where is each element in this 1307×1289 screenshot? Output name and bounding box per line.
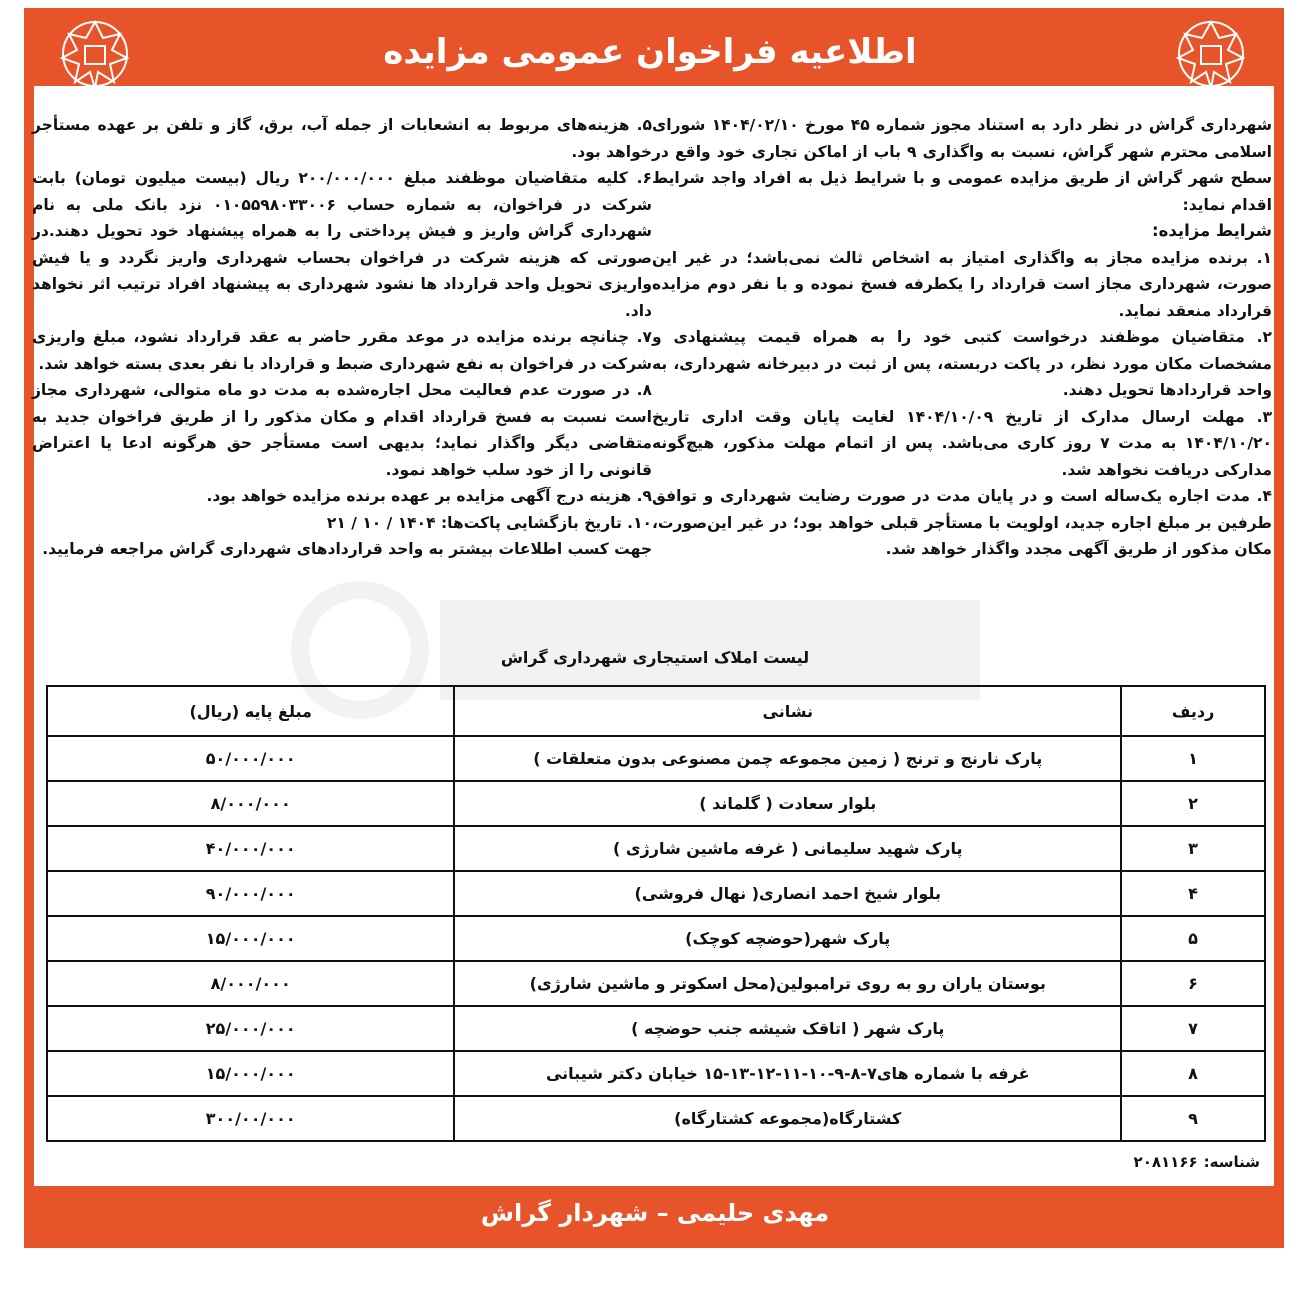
table-row — [47, 781, 1265, 826]
condition-item: ۸. در صورت عدم فعالیت محل اجاره‌شده به مدت دو ماه متوالی، شهرداری مجاز است نسبت به فسخ قرارداد اقدام و مکان مذکور را از طریق فراخوان جدید به متقاضی دیگر واگذار نماید؛ بدیهی است مستأجر حق هرگونه ادعا یا اعتراض قانونی را از خود سلب خواهد نمود. — [32, 381, 652, 479]
condition-item: ۲. متقاضیان موظفند درخواست کتبی خود را به همراه قیمت پیشنهادی و مشخصات مکان مورد نظر، در پاکت دربسته، پس از ثبت در دبیرخانه شهرداری، به واحد قراردادها تحویل دهند. — [652, 328, 1272, 399]
row-price: ۸/۰۰۰/۰۰۰ — [47, 961, 454, 1006]
notice-id-label: شناسه: — [1203, 1153, 1260, 1171]
notice-id-value: ۲۰۸۱۱۶۶ — [1133, 1153, 1198, 1171]
row-number: ۵ — [1121, 916, 1265, 961]
properties-table — [46, 685, 1266, 1142]
conditions-column-right — [652, 112, 1272, 563]
table-row — [47, 736, 1265, 781]
column-header-base-price: مبلغ پایه (ریال) — [47, 686, 454, 736]
table-row — [47, 1051, 1265, 1096]
notice-title: اطلاعیه فراخوان عمومی مزایده — [383, 32, 917, 72]
row-number: ۶ — [1121, 961, 1265, 1006]
condition-item: ۳. مهلت ارسال مدارک از تاریخ ۱۴۰۴/۱۰/۰۹ لغایت پایان وقت اداری تاریخ ۱۴۰۴/۱۰/۲۰ به مدت ۷ روز کاری می‌باشد. پس از اتمام مهلت مذکور، هیچ‌گونه مدارکی دریافت نخواهد شد. — [652, 407, 1272, 479]
closing-note: جهت کسب اطلاعات بیشتر به واحد قراردادهای شهرداری گراش مراجعه فرمایید. — [42, 540, 652, 558]
column-header-row-number: ردیف — [1121, 686, 1265, 736]
municipality-logo-icon — [40, 14, 150, 94]
row-price: ۱۵/۰۰۰/۰۰۰ — [47, 916, 454, 961]
mayor-signature: مهدی حلیمی – شهردار گراش — [480, 1199, 830, 1227]
row-address: پارک شهر ( اتاقک شیشه جنب حوضچه ) — [454, 1006, 1121, 1051]
table-row — [47, 1096, 1265, 1141]
row-number: ۸ — [1121, 1051, 1265, 1096]
condition-item: ۱. برنده مزایده مجاز به واگذاری امتیاز به اشخاص ثالث نمی‌باشد؛ در غیر این صورت، شهرداری مجاز است قرارداد را یکطرفه فسخ نموده و با نفر دوم مزایده قرارداد منعقد نماید. — [652, 248, 1272, 320]
conditions-heading: شرایط مزایده: — [1152, 221, 1272, 240]
table-title: لیست املاک استیجاری شهرداری گراش — [500, 648, 810, 667]
row-price: ۸/۰۰۰/۰۰۰ — [47, 781, 454, 826]
table-row — [47, 916, 1265, 961]
condition-item: ۵. هزینه‌های مربوط به انشعابات از جمله آب، برق، گاز و تلفن بر عهده مستأجر خواهد بود. — [32, 116, 652, 161]
table-header-row — [47, 686, 1265, 736]
notice-id — [1000, 1153, 1260, 1171]
row-price: ۹۰/۰۰۰/۰۰۰ — [47, 871, 454, 916]
row-price: ۵۰/۰۰۰/۰۰۰ — [47, 736, 454, 781]
row-address: بلوار شیخ احمد انصاری( نهال فروشی) — [454, 871, 1121, 916]
row-number: ۲ — [1121, 781, 1265, 826]
table-row — [47, 871, 1265, 916]
conditions-column-left — [32, 112, 652, 563]
row-number: ۳ — [1121, 826, 1265, 871]
condition-item: ۷. چنانچه برنده مزایده در موعد مقرر حاضر به عقد قرارداد نشود، مبلغ واریزی شرکت در فراخوان به نفع شهرداری ضبط و قرارداد با نفر بعدی بسته خواهد شد. — [32, 328, 652, 373]
table-row — [47, 826, 1265, 871]
row-number: ۹ — [1121, 1096, 1265, 1141]
row-number: ۷ — [1121, 1006, 1265, 1051]
condition-item: ۱۰. تاریخ بازگشایی پاکت‌ها: ۱۴۰۴ / ۱۰ / ۲۱ — [326, 513, 652, 532]
row-price: ۱۵/۰۰۰/۰۰۰ — [47, 1051, 454, 1096]
municipality-logo-icon — [1156, 14, 1266, 94]
row-address: پارک نارنج و ترنج ( زمین مجموعه چمن مصنوعی بدون متعلقات ) — [454, 736, 1121, 781]
row-price: ۳۰۰/۰۰/۰۰۰ — [47, 1096, 454, 1141]
row-address: غرفه با شماره های۷-۸-۹-۱۰-۱۱-۱۲-۱۳-۱۵ خیابان دکتر شیبانی — [454, 1051, 1121, 1096]
row-address: بلوار سعادت ( گلماند ) — [454, 781, 1121, 826]
row-address: پارک شهر(حوضچه کوچک) — [454, 916, 1121, 961]
condition-item: ۹. هزینه درج آگهی مزایده بر عهده برنده مزایده خواهد بود. — [206, 487, 652, 505]
row-number: ۱ — [1121, 736, 1265, 781]
condition-item: ۶. کلیه متقاضیان موظفند مبلغ ۲۰۰/۰۰۰/۰۰۰ ریال (بیست میلیون تومان) بابت شرکت در فراخوان، به شماره حساب ۰۱۰۵۵۹۸۰۳۳۰۰۶ نزد بانک ملی به نام شهرداری گراش واریز و فیش پرداختی را به همراه پیشنهاد خود تحویل دهند.در صورتی که هزینه شرکت در فراخوان بحساب شهرداری واریز نگردد و یا فیش واریزی تحویل واحد قرارداد ها نشود شهرداری به پیشنهاد افراد ترتیب اثر نخواهد داد. — [32, 169, 652, 320]
row-price: ۴۰/۰۰۰/۰۰۰ — [47, 826, 454, 871]
row-address: پارک شهید سلیمانی ( غرفه ماشین شارژی ) — [454, 826, 1121, 871]
table-row — [47, 961, 1265, 1006]
table-row — [47, 1006, 1265, 1051]
column-header-address: نشانی — [454, 686, 1121, 736]
row-price: ۲۵/۰۰۰/۰۰۰ — [47, 1006, 454, 1051]
row-address: بوستان یاران رو به روی ترامبولین(محل اسکوتر و ماشین شارژی) — [454, 961, 1121, 1006]
intro-paragraph: شهرداری گراش در نظر دارد به استناد مجوز شماره ۴۵ مورخ ۱۴۰۴/۰۲/۱۰ شورای اسلامی محترم شهر گراش، نسبت به واگذاری ۹ باب از اماکن تجاری خود واقع در سطح شهر گراش از طریق مزایده عمومی و با شرایط ذیل به افراد واجد شرایط اقدام نماید: — [652, 116, 1272, 214]
condition-item: ۴. مدت اجاره یک‌ساله است و در پایان مدت در صورت رضایت شهرداری و توافق طرفین بر مبلغ اجاره جدید، اولویت با مستأجر قبلی خواهد بود؛ در غیر این‌صورت، مکان مذکور از طریق آگهی مجدد واگذار خواهد شد. — [652, 487, 1272, 558]
row-number: ۴ — [1121, 871, 1265, 916]
row-address: کشتارگاه(مجموعه کشتارگاه) — [454, 1096, 1121, 1141]
